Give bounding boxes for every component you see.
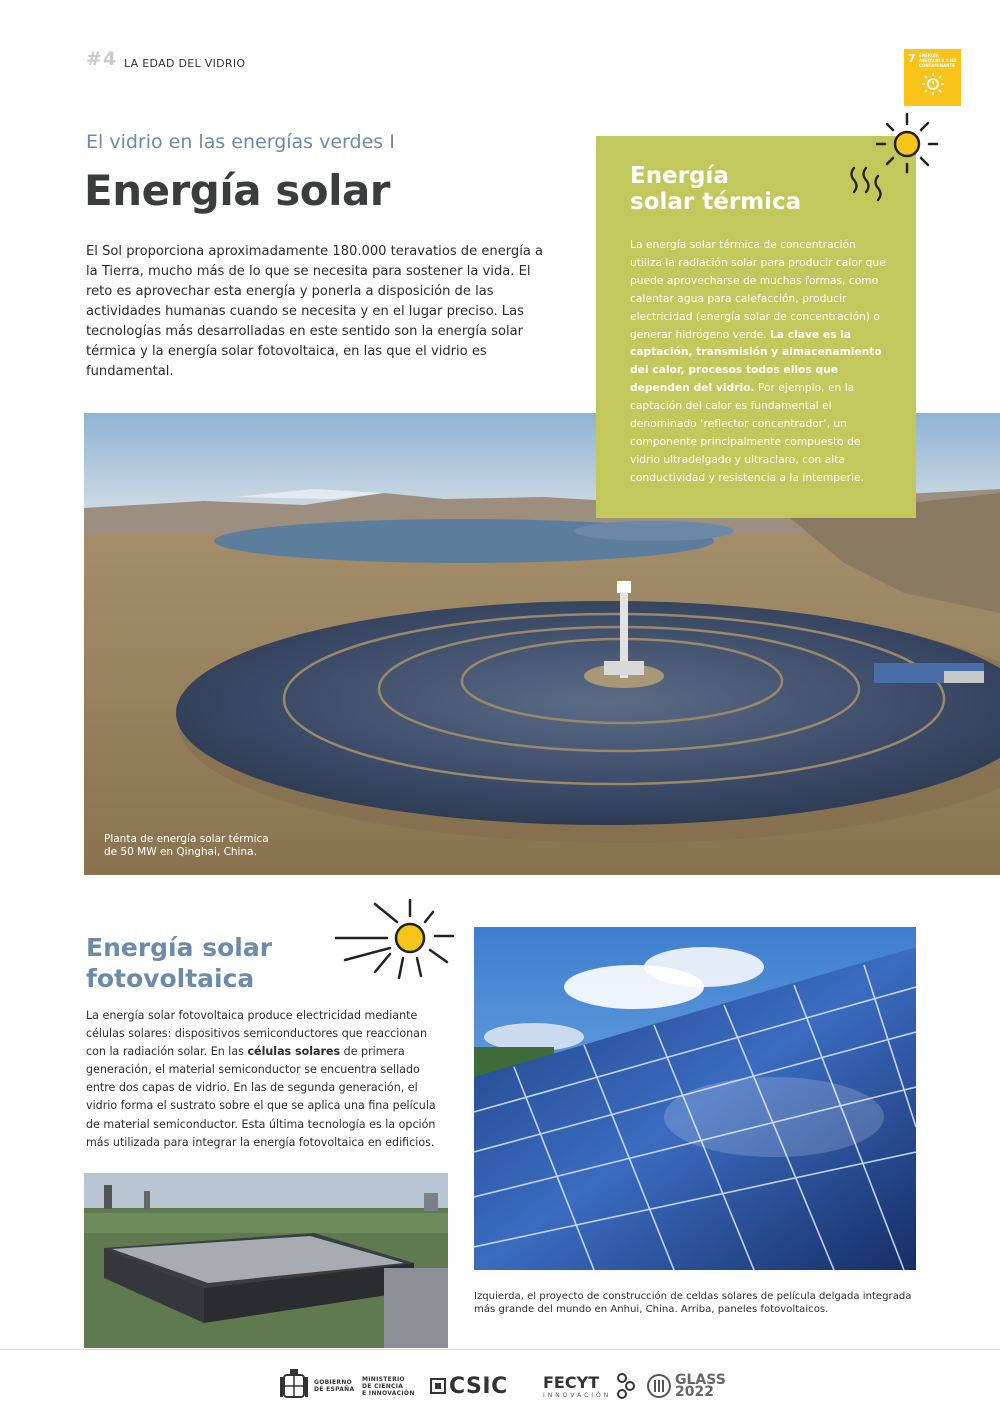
csic-text: CSIC <box>449 1373 508 1399</box>
thermal-body-end: Por ejemplo, en la captación del calor es fundamental el denominado ‘reflector concentrador’, un componente principalmente compuesto de vidrio ultradelgado y ultraclaro, con alta conductividad y resistencia a la intemperie. <box>630 381 864 484</box>
thermal-box-body <box>630 236 886 487</box>
pv-body-end: de primera generación, el material semiconductor se encuentra sellado entre dos capas de vidrio. En las de segunda generación, el vidrio forma el sustrato sobre el que se aplica una fina película de material semiconductor. Esta última tecnología es la opción más utilizada para integrar la energía fotovoltaica en edificios. <box>86 1045 436 1149</box>
sdg-label: ENERGÍA ASEQUIBLE Y NO CONTAMINANTE <box>919 53 957 68</box>
footer-divider <box>0 1349 1000 1350</box>
gobierno-logo <box>280 1366 354 1406</box>
pv-body-text: La energía solar fotovoltaica produce electricidad mediante células solares: dispositivos semiconductores que reaccionan con la radiación solar. En las <box>86 1009 428 1059</box>
page-title: Energía solar <box>84 166 391 215</box>
pv-paragraph <box>86 1007 448 1152</box>
thermal-title-line1: Energía <box>630 163 729 189</box>
section-kicker: El vidrio en las energías verdes I <box>86 131 395 153</box>
chapter-title: LA EDAD DEL VIDRIO <box>124 57 246 70</box>
fecyt-logo <box>543 1366 637 1406</box>
ministry-line2: DE CIENCIA <box>362 1382 404 1390</box>
glass-line2: 2022 <box>675 1384 714 1400</box>
ministry-line3: E INNOVACIÓN <box>362 1389 415 1397</box>
gov-line1: GOBIERNO <box>314 1379 353 1386</box>
thin-film-factory-photo <box>84 1173 448 1348</box>
sun-icon <box>335 898 455 983</box>
intro-paragraph: El Sol proporciona aproximadamente 180.000 teravatios de energía a la Tierra, mucho más de lo que se necesita para sostener la vida. El reto es aprovechar esta energía y ponerla a disposición de las actividades humanas cuando se necesita y en el lugar preciso. Las tecnologías más desarrolladas en este sentido son la energía solar térmica y la energía solar fotovoltaica, en las que el vidrio es fundamental. <box>86 244 544 379</box>
fecyt-dots-icon <box>615 1372 637 1400</box>
coat-of-arms-icon <box>280 1369 308 1403</box>
thermal-body-text: La energía solar térmica de concentración utiliza la radiación solar para producir calor que puede aprovecharse de muchas formas, como calentar agua para calefacción, producir electricidad (energía solar de concentración) o generar hidrógeno verde. <box>630 238 886 341</box>
thermal-box-title <box>630 163 850 215</box>
ministry-line1: MINISTERIO <box>362 1375 405 1383</box>
pv-photos-caption: Izquierda, el proyecto de construcción de celdas solares de película delgada integrada más grande del mundo en Anhui, China. Arriba, paneles fotovoltaicos. <box>474 1291 912 1315</box>
hero-caption <box>104 833 294 859</box>
csic-mark-icon <box>430 1377 446 1395</box>
ministerio-logo <box>362 1366 415 1406</box>
glass-line1: GLASS <box>675 1372 726 1388</box>
fecyt-text: FECYT <box>543 1373 600 1392</box>
sun-heat-icon <box>840 110 940 205</box>
hero-caption-line1: Planta de energía solar térmica <box>104 833 269 845</box>
pv-title-line1: Energía solar <box>86 933 273 962</box>
solar-panels-photo <box>474 927 916 1270</box>
glass-2022-logo <box>646 1366 726 1406</box>
glass-emblem-icon <box>646 1373 672 1399</box>
csic-logo <box>430 1366 508 1406</box>
pv-section-title <box>86 932 306 994</box>
sun-power-icon <box>921 72 945 96</box>
pv-title-line2: fotovoltaica <box>86 964 255 993</box>
thermal-title-line2: solar térmica <box>630 189 802 215</box>
sdg-number: 7 <box>908 52 916 65</box>
sdg-badge <box>904 49 961 106</box>
pv-body-bold: células solares <box>247 1045 341 1059</box>
thermal-body-bold: La clave es la captación, transmisión y almacenamiento del calor, procesos todos ellos que dependen del vidrio. <box>630 327 882 395</box>
chapter-number: #4 <box>86 48 118 70</box>
hero-caption-line2: de 50 MW en Qinghai, China. <box>104 846 257 858</box>
fecyt-subtitle: INNOVACIÓN <box>543 1392 612 1399</box>
gov-line2: DE ESPAÑA <box>314 1386 355 1393</box>
